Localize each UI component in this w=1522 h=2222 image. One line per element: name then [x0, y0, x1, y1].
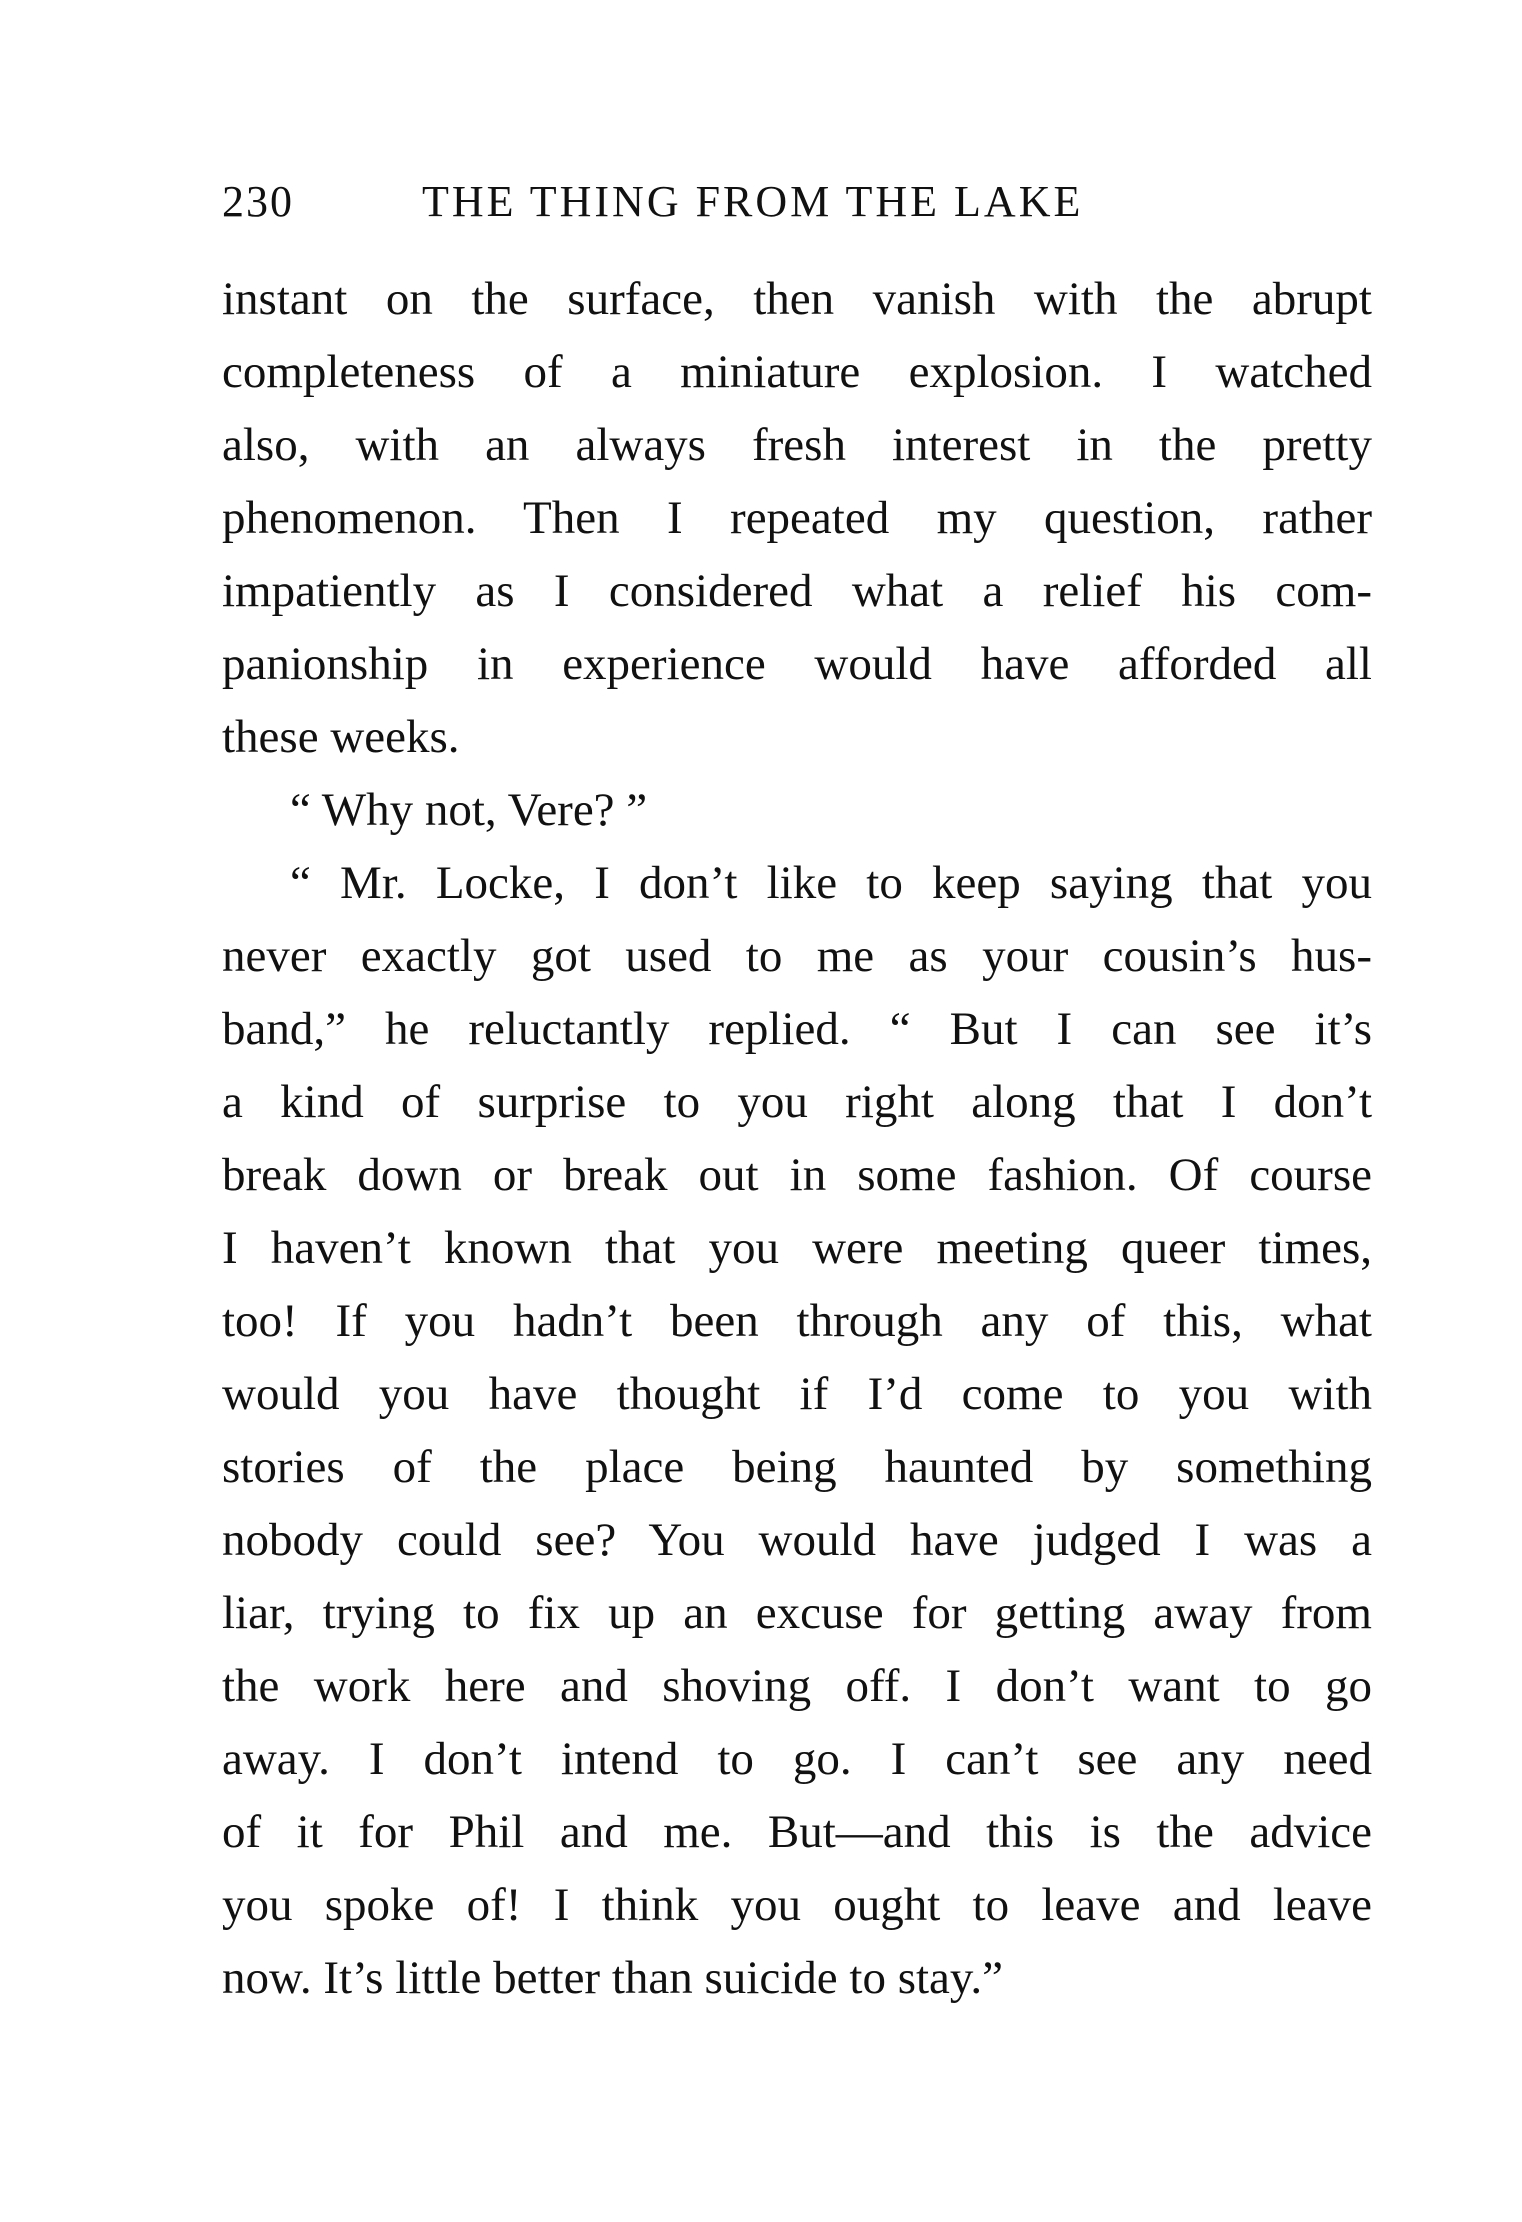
text-line: these weeks. [222, 711, 460, 763]
text-line: liar, trying to fix up an excuse for getting away from [222, 1587, 1372, 1639]
text-line: too! If you hadn’t been through any of this, what [222, 1295, 1372, 1347]
text-line: nobody could see? You would have judged I was a [222, 1514, 1372, 1566]
text-line: would you have thought if I’d come to you with [222, 1368, 1372, 1420]
text-line: of it for Phil and me. But—and this is the advice [222, 1806, 1372, 1858]
text-line: phenomenon. Then I repeated my question, rather [222, 492, 1372, 544]
text-line: completeness of a miniature explosion. I watched [222, 346, 1372, 398]
running-title: THE THING FROM THE LAKE [422, 177, 1084, 226]
text-line: a kind of surprise to you right along that I don’t [222, 1076, 1372, 1128]
page-header [222, 172, 1372, 232]
text-line: the work here and shoving off. I don’t want to go [222, 1660, 1372, 1712]
text-line: also, with an always fresh interest in the pretty [222, 419, 1372, 471]
text-line: panionship in experience would have afforded all [222, 638, 1372, 690]
text-line: instant on the surface, then vanish with the abrupt [222, 273, 1372, 325]
text-line: away. I don’t intend to go. I can’t see any need [222, 1733, 1372, 1785]
text-line: stories of the place being haunted by something [222, 1441, 1372, 1493]
text-line: band,” he reluctantly replied. “ But I can see it’s [222, 1003, 1372, 1055]
text-line: impatiently as I considered what a relief his com- [222, 565, 1372, 617]
text-line: “ Mr. Locke, I don’t like to keep saying that you [290, 857, 1372, 909]
page-number: 230 [222, 177, 294, 226]
text-line: “ Why not, Vere? ” [290, 784, 648, 836]
text-line: break down or break out in some fashion. Of course [222, 1149, 1372, 1201]
text-line: never exactly got used to me as your cousin’s hus- [222, 930, 1372, 982]
body-text [222, 263, 1372, 2015]
text-line: I haven’t known that you were meeting queer times, [222, 1222, 1372, 1274]
text-line: you spoke of! I think you ought to leave and leave [222, 1879, 1372, 1931]
text-line: now. It’s little better than suicide to stay.” [222, 1952, 1003, 2004]
